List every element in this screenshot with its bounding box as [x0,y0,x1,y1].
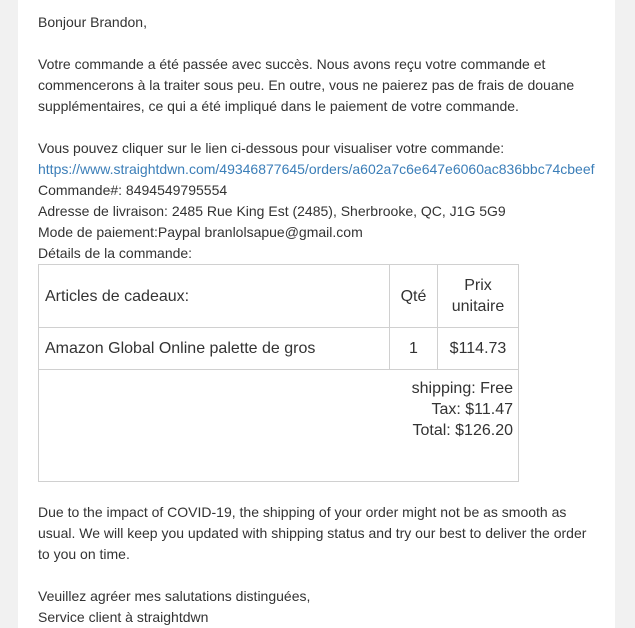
tax-amount: Tax: $11.47 [431,401,513,418]
covid-notice: Due to the impact of COVID-19, the shipping of your order might not be as smooth as usual. We will keep you updated with shipping status and try our best to deliver the order to you on time. [38,504,587,562]
item-name: Amazon Global Online palette de gros [39,328,390,370]
order-table [38,264,519,482]
order-link[interactable]: https://www.straightdwn.com/49346877645/orders/a602a7c6e647e6060ac836bbc74cbeef [38,161,595,177]
item-price: $114.73 [438,328,519,370]
table-header-row [39,265,519,328]
payment-method: Mode de paiement:Paypal branlolsapue@gmail.com [38,224,363,240]
header-price: Prix unitaire [438,265,519,328]
total-amount: Total: $126.20 [412,422,513,439]
header-item: Articles de cadeaux: [39,265,390,328]
totals-row [39,370,519,482]
view-order-prompt: Vous pouvez cliquer sur le lien ci-dessous pour visualiser votre commande: [38,140,505,156]
header-qty: Qté [390,265,438,328]
shipping-address: Adresse de livraison: 2485 Rue King Est (2485), Sherbrooke, QC, J1G 5G9 [38,203,506,219]
email-body [18,0,615,628]
table-row [39,328,519,370]
closing-line: Veuillez agréer mes salutations distinguées, [38,588,311,604]
greeting: Bonjour Brandon, [38,14,147,30]
order-details-label: Détails de la commande: [38,245,193,261]
signature: Service client à straightdwn [38,609,209,625]
intro-paragraph: Votre commande a été passée avec succès. Nous avons reçu votre commande et commencerons à la traiter sous peu. En outre, vous ne paierez pas de frais de douane supplémentaires, ce qui a été impliqué dans le paiement de votre commande. [38,56,575,114]
totals-cell [39,370,519,482]
shipping-cost: shipping: Free [411,380,513,397]
order-number: Commande#: 8494549795554 [38,182,228,198]
item-qty: 1 [390,328,438,370]
